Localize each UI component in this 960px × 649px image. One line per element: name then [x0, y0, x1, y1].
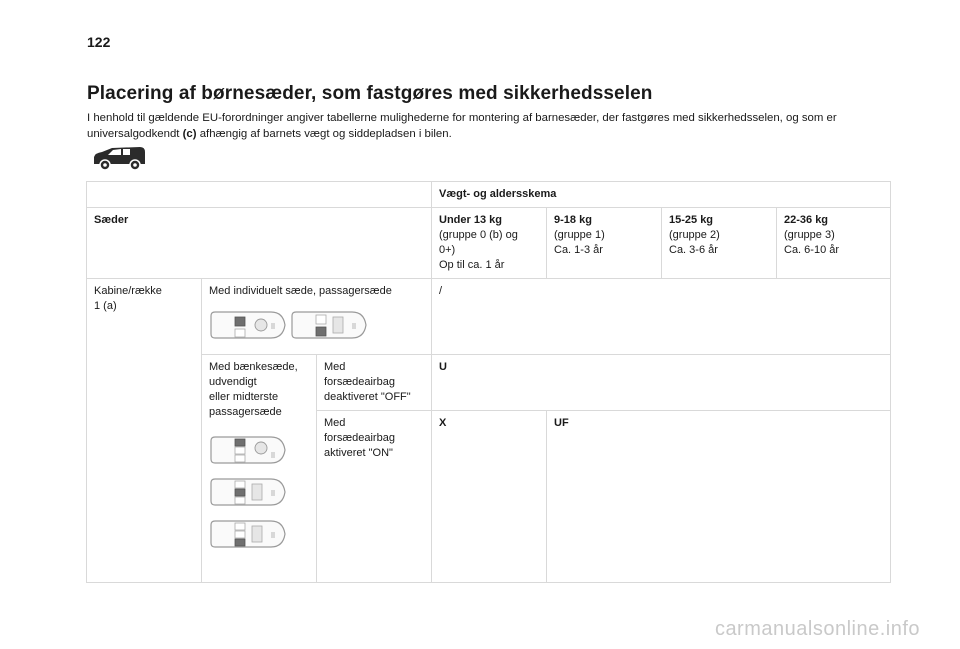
- airbag-label-line: deaktiveret "OFF": [324, 391, 411, 403]
- column-line: Op til ca. 1 år: [439, 259, 505, 271]
- airbag-deactivated-value: U: [432, 355, 891, 411]
- intro-footnote-ref: (c): [182, 128, 197, 140]
- airbag-activated-value-2: UF: [547, 411, 891, 583]
- column-weight: Under 13 kg: [439, 214, 502, 226]
- column-header-3: [777, 208, 891, 279]
- column-weight: 15-25 kg: [669, 214, 714, 226]
- seat-layout-diagram-icon: [209, 476, 287, 508]
- child-seat-table: [86, 181, 891, 583]
- column-header-2: [662, 208, 777, 279]
- seat-layout-diagram-icon: [290, 309, 368, 341]
- column-line: (gruppe 0 (b) og: [439, 229, 518, 241]
- intro-text-2: afhængig af barnets vægt og siddepladsen i bilen.: [196, 128, 452, 140]
- airbag-activated-value-1: X: [432, 411, 547, 583]
- column-header-0: [432, 208, 547, 279]
- airbag-label-line: forsædeairbag: [324, 432, 395, 444]
- row-label-line: 1 (a): [94, 300, 117, 312]
- seat-layout-diagram-icon: [209, 518, 287, 550]
- bench-label-line: Med bænkesæde,: [209, 361, 298, 373]
- seats-header: Sæder: [87, 208, 432, 279]
- column-line: Ca. 1-3 år: [554, 244, 603, 256]
- airbag-deactivated-cell: [317, 355, 432, 411]
- intro-text-1: I henhold til gældende EU-forordninger angiver tabellerne mulighederne for montering af barnesæder, der fastgøres med sikkerhedsselen, og som er universalgodkendt: [87, 112, 837, 140]
- van-icon: [90, 144, 148, 172]
- bench-seat-cell: [202, 355, 317, 583]
- airbag-label-line: Med: [324, 417, 346, 429]
- intro-paragraph: [87, 110, 887, 142]
- page-number: 122: [87, 34, 111, 50]
- airbag-activated-cell: [317, 411, 432, 583]
- row-label-cabin: [87, 279, 202, 583]
- bench-label-line: udvendigt: [209, 376, 257, 388]
- airbag-label-line: Med: [324, 361, 346, 373]
- column-header-1: [547, 208, 662, 279]
- column-line: (gruppe 3): [784, 229, 835, 241]
- individual-seat-label: Med individuelt sæde, passagersæde: [209, 285, 392, 297]
- column-weight: 9-18 kg: [554, 214, 592, 226]
- weight-age-header: Vægt- og aldersskema: [432, 182, 891, 208]
- column-line: Ca. 6-10 år: [784, 244, 840, 256]
- bench-label-line: passagersæde: [209, 406, 282, 418]
- column-line: (gruppe 2): [669, 229, 720, 241]
- seat-layout-diagram-icon: [209, 309, 287, 341]
- column-line: 0+): [439, 244, 456, 256]
- column-line: (gruppe 1): [554, 229, 605, 241]
- bench-label-line: eller midterste: [209, 391, 279, 403]
- seat-layout-diagram-icon: [209, 434, 287, 466]
- empty-header-cell: [87, 182, 432, 208]
- column-line: Ca. 3-6 år: [669, 244, 718, 256]
- row-label-line: Kabine/række: [94, 285, 162, 297]
- page-title: Placering af børnesæder, som fastgøres med sikkerhedsselen: [87, 83, 653, 104]
- column-weight: 22-36 kg: [784, 214, 829, 226]
- airbag-label-line: aktiveret "ON": [324, 447, 393, 459]
- watermark: carmanualsonline.info: [714, 618, 920, 640]
- airbag-label-line: forsædeairbag: [324, 376, 395, 388]
- individual-seat-cell: [202, 279, 432, 355]
- individual-seat-value: /: [432, 279, 891, 355]
